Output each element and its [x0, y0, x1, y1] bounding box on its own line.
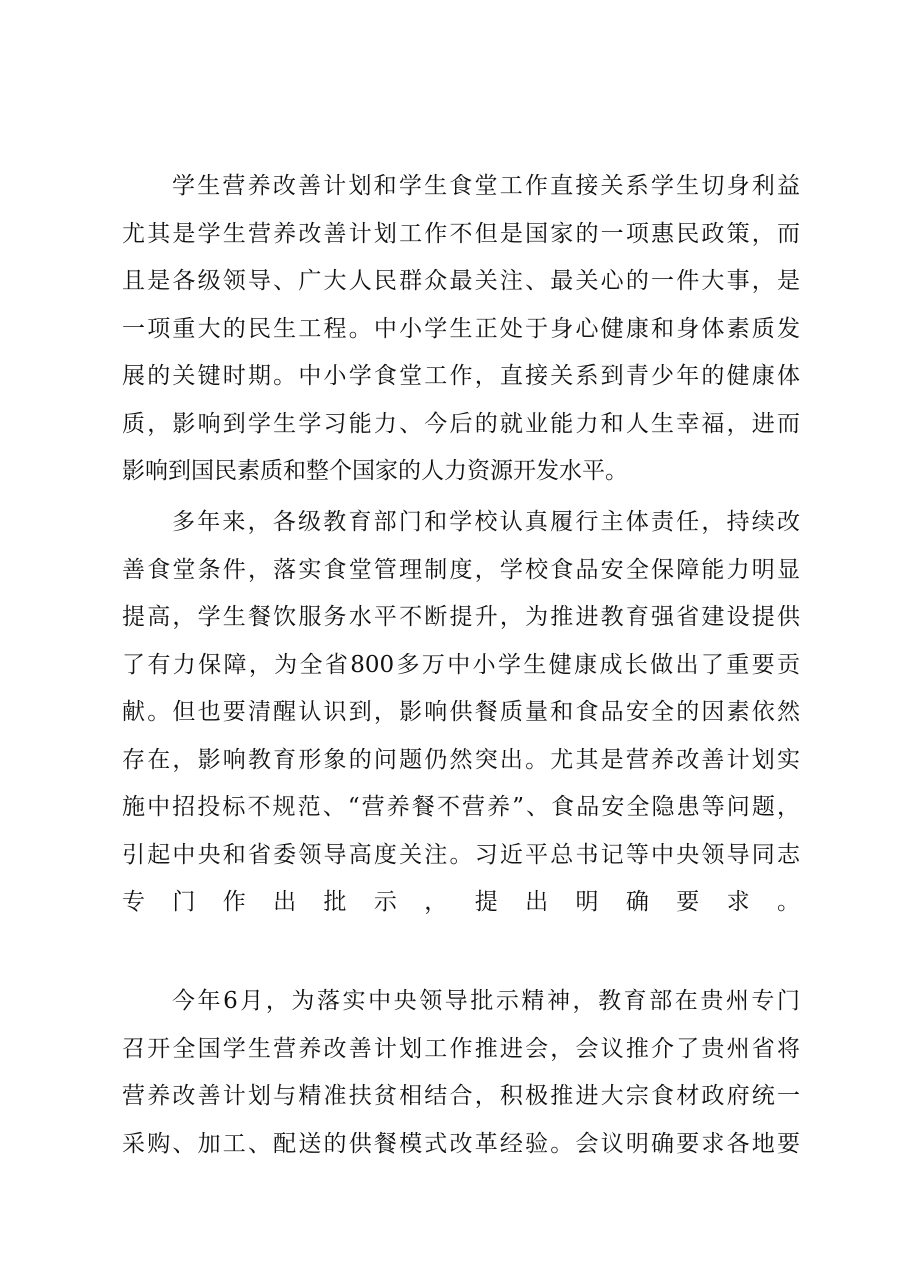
- paragraph-2-line-2: 善食堂条件，落实食堂管理制度，学校食品安全保障能力明显: [122, 557, 800, 583]
- paragraph-1-line-7: 影响到国民素质和整个国家的人力资源开发水平。: [122, 458, 628, 484]
- paragraph-2-line-9: 专门作出批示，提出明确要求。: [122, 889, 800, 915]
- paragraph-2-line-5: 献。但也要清醒认识到，影响供餐质量和食品安全的因素依然: [122, 699, 800, 725]
- paragraph-2-line-1: 多年来，各级教育部门和学校认真履行主体责任，持续改: [172, 509, 800, 535]
- paragraph-1-line-4: 一项重大的民生工程。中小学生正处于身心健康和身体素质发: [122, 316, 800, 342]
- paragraph-2-line-4: 了有力保障，为全省800多万中小学生健康成长做出了重要贡: [122, 652, 800, 678]
- paragraph-1-line-1: 学生营养改善计划和学生食堂工作直接关系学生切身利益: [172, 173, 800, 199]
- paragraph-2-line-10: [122, 930, 800, 970]
- paragraph-2-line-6: 存在，影响教育形象的问题仍然突出。尤其是营养改善计划实: [122, 747, 800, 773]
- paragraph-3-line-4: 采购、加工、配送的供餐模式改革经验。会议明确要求各地要: [122, 1131, 800, 1157]
- paragraph-2-line-8: 引起中央和省委领导高度关注。习近平总书记等中央领导同志: [122, 842, 800, 868]
- paragraph-3-line-3: 营养改善计划与精准扶贫相结合，积极推进大宗食材政府统一: [122, 1083, 800, 1109]
- paragraph-1-line-2: 尤其是学生营养改善计划工作不但是国家的一项惠民政策，而: [122, 221, 800, 247]
- paragraph-2-line-3: 提高，学生餐饮服务水平不断提升，为推进教育强省建设提供: [122, 604, 800, 630]
- paragraph-1-line-6: 质，影响到学生学习能力、今后的就业能力和人生幸福，进而: [122, 411, 800, 437]
- paragraph-1-line-5: 展的关键时期。中小学食堂工作，直接关系到青少年的健康体: [122, 363, 800, 389]
- paragraph-3-line-1: 今年6月，为落实中央领导批示精神，教育部在贵州专门: [172, 988, 800, 1014]
- paragraph-2-line-7: 施中招投标不规范、“营养餐不营养”、食品安全隐患等问题，: [122, 794, 800, 820]
- paragraph-1-line-3: 且是各级领导、广大人民群众最关注、最关心的一件大事，是: [122, 268, 800, 294]
- paragraph-3-line-2: 召开全国学生营养改善计划工作推进会，会议推介了贵州省将: [122, 1036, 800, 1062]
